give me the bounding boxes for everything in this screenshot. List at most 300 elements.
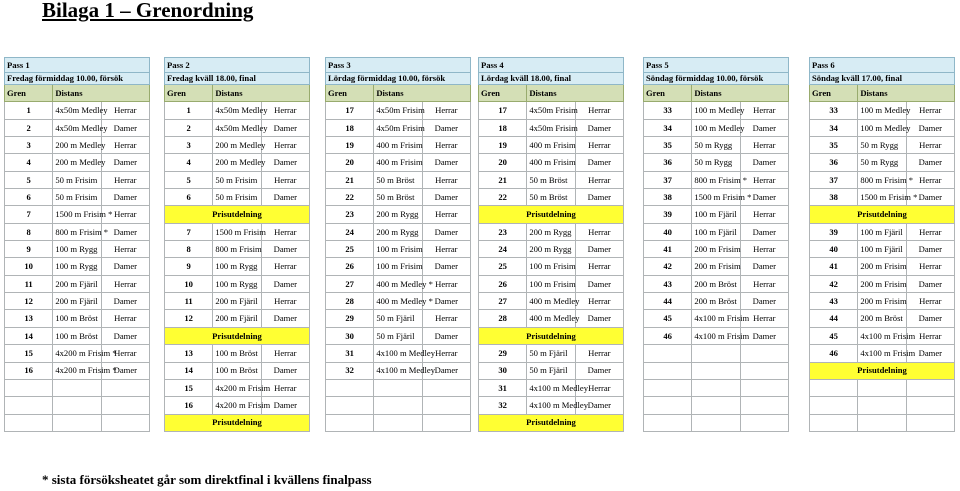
column-header-row [479, 85, 624, 102]
event-distance: 100 m Bröst [213, 345, 261, 362]
pass-session-label: Söndag kväll 17.00, final [810, 72, 955, 85]
pass-session-label: Lördag förmiddag 10.00, försök [326, 72, 471, 85]
event-distance [858, 397, 906, 414]
pass-table [325, 57, 471, 432]
pass-name: Pass 1 [5, 58, 150, 73]
event-distance: 50 m Fjäril [527, 362, 575, 379]
event-number: 26 [326, 258, 374, 275]
event-number: 41 [644, 241, 692, 258]
event-distance: 50 m Frisim [213, 171, 261, 188]
event-distance: 50 m Bröst [374, 171, 422, 188]
event-number [644, 379, 692, 396]
table-row [810, 414, 955, 431]
event-distance: 400 m Medley [527, 310, 575, 327]
table-row [810, 397, 955, 414]
prize-label: Prisutdelning [479, 206, 624, 223]
event-distance: 800 m Frisim * [692, 171, 740, 188]
event-class [740, 345, 788, 362]
event-class: Damer [740, 154, 788, 171]
event-number: 15 [165, 379, 213, 396]
event-class: Herrar [740, 206, 788, 223]
pass-header [326, 58, 471, 73]
event-class: Damer [261, 119, 309, 136]
event-number: 30 [326, 327, 374, 344]
table-row [165, 397, 310, 414]
table-row [5, 223, 150, 240]
event-distance: 4x200 m Frisim [213, 379, 261, 396]
event-number: 28 [326, 293, 374, 310]
event-class [906, 379, 954, 396]
event-class: Herrar [101, 310, 149, 327]
table-row [479, 102, 624, 119]
table-row [5, 362, 150, 379]
event-number: 46 [644, 327, 692, 344]
prize-label: Prisutdelning [810, 206, 955, 223]
event-class: Herrar [261, 223, 309, 240]
event-class [422, 379, 470, 396]
event-distance [53, 379, 101, 396]
event-distance: 100 m Rygg [213, 275, 261, 292]
table-row [479, 189, 624, 206]
event-distance: 4x100 m Frisim [858, 345, 906, 362]
table-row [479, 345, 624, 362]
table-row [479, 154, 624, 171]
event-class: Herrar [906, 293, 954, 310]
event-number: 32 [326, 362, 374, 379]
event-distance: 4x50m Frisim [527, 119, 575, 136]
prize-label: Prisutdelning [165, 414, 310, 431]
event-number: 23 [479, 223, 527, 240]
event-number: 5 [5, 171, 53, 188]
footnote: * sista försöksheatet går som direktfinal i kvällens finalpass [42, 472, 372, 487]
event-class: Herrar [422, 137, 470, 154]
event-class: Damer [101, 293, 149, 310]
prize-label: Prisutdelning [165, 327, 310, 344]
event-class: Damer [906, 241, 954, 258]
table-row [326, 154, 471, 171]
table-row [326, 241, 471, 258]
event-distance: 800 m Frisim * [53, 223, 101, 240]
event-distance: 4x100 m Frisim [692, 327, 740, 344]
event-distance: 200 m Bröst [692, 275, 740, 292]
pass-session [5, 72, 150, 85]
table-row [5, 206, 150, 223]
table-row [5, 345, 150, 362]
event-number: 29 [326, 310, 374, 327]
event-class [740, 414, 788, 431]
event-class [101, 379, 149, 396]
table-row [165, 171, 310, 188]
table-row [479, 119, 624, 136]
event-class: Damer [422, 189, 470, 206]
table-row [326, 397, 471, 414]
table-row [479, 293, 624, 310]
event-number [326, 397, 374, 414]
column-header-row [810, 85, 955, 102]
pass-table [4, 57, 150, 432]
event-number: 15 [5, 345, 53, 362]
event-number [644, 397, 692, 414]
table-row [810, 327, 955, 344]
event-class: Damer [575, 362, 623, 379]
event-distance: 50 m Bröst [527, 189, 575, 206]
event-distance: 400 m Frisim [527, 137, 575, 154]
event-distance: 400 m Medley [527, 293, 575, 310]
event-distance: 100 m Frisim [527, 258, 575, 275]
table-row [5, 258, 150, 275]
event-number: 33 [644, 102, 692, 119]
event-number: 37 [810, 171, 858, 188]
event-class: Damer [422, 327, 470, 344]
event-class: Damer [740, 258, 788, 275]
event-number: 44 [810, 310, 858, 327]
event-distance: 4x50m Medley [213, 102, 261, 119]
table-row [810, 293, 955, 310]
event-number [810, 379, 858, 396]
event-number [5, 379, 53, 396]
event-distance [858, 414, 906, 431]
event-class: Herrar [740, 102, 788, 119]
event-distance: 100 m Fjäril [692, 223, 740, 240]
event-distance [374, 414, 422, 431]
event-number: 14 [5, 327, 53, 344]
event-distance: 50 m Fjäril [374, 310, 422, 327]
event-distance: 200 m Frisim [858, 275, 906, 292]
event-number: 44 [644, 293, 692, 310]
event-class: Herrar [740, 171, 788, 188]
event-class: Damer [422, 154, 470, 171]
pass-name: Pass 6 [810, 58, 955, 73]
event-class: Damer [101, 258, 149, 275]
event-distance: 4x100 m Frisim [692, 310, 740, 327]
event-distance: 200 m Medley [53, 154, 101, 171]
pass-session [165, 72, 310, 85]
event-number: 12 [165, 310, 213, 327]
event-distance: 4x100 m Medley [527, 379, 575, 396]
table-row [326, 327, 471, 344]
event-distance: 200 m Frisim [858, 258, 906, 275]
event-class [740, 379, 788, 396]
table-row [644, 206, 789, 223]
event-distance [692, 362, 740, 379]
event-number [644, 345, 692, 362]
event-number: 3 [5, 137, 53, 154]
event-class: Damer [261, 362, 309, 379]
event-distance [858, 379, 906, 396]
event-distance: 200 m Fjäril [53, 293, 101, 310]
event-distance: 100 m Frisim [374, 258, 422, 275]
event-class: Herrar [261, 293, 309, 310]
pass-session-label: Söndag förmiddag 10.00, försök [644, 72, 789, 85]
pass-header [479, 58, 624, 73]
prize-row [810, 206, 955, 223]
event-class: Herrar [575, 171, 623, 188]
table-row [479, 275, 624, 292]
table-row [5, 137, 150, 154]
table-row [810, 137, 955, 154]
table-row [5, 327, 150, 344]
table-row [326, 379, 471, 396]
table-row [810, 275, 955, 292]
event-number: 22 [479, 189, 527, 206]
event-number: 42 [644, 258, 692, 275]
table-row [326, 171, 471, 188]
event-distance: 50 m Rygg [858, 154, 906, 171]
event-class: Herrar [906, 258, 954, 275]
event-number: 34 [810, 119, 858, 136]
event-distance: 1500 m Frisim * [692, 189, 740, 206]
event-number: 2 [5, 119, 53, 136]
event-class: Damer [906, 189, 954, 206]
event-number: 38 [644, 189, 692, 206]
table-row [326, 275, 471, 292]
table-row [165, 137, 310, 154]
event-distance: 100 m Fjäril [858, 223, 906, 240]
event-distance: 4x50m Medley [53, 102, 101, 119]
table-row [810, 258, 955, 275]
pass-name: Pass 3 [326, 58, 471, 73]
column-header-distans: Distans [374, 85, 471, 102]
event-class: Herrar [740, 310, 788, 327]
event-class: Herrar [101, 345, 149, 362]
event-number [810, 397, 858, 414]
event-class: Damer [422, 258, 470, 275]
event-number: 25 [479, 258, 527, 275]
event-class: Herrar [261, 171, 309, 188]
event-distance: 200 m Fjäril [53, 275, 101, 292]
event-class: Herrar [906, 223, 954, 240]
table-row [479, 258, 624, 275]
event-number: 27 [479, 293, 527, 310]
event-number [326, 379, 374, 396]
event-class: Damer [101, 119, 149, 136]
table-row [810, 171, 955, 188]
table-row [5, 241, 150, 258]
event-number: 46 [810, 345, 858, 362]
table-row [810, 189, 955, 206]
pass-session [644, 72, 789, 85]
table-row [479, 241, 624, 258]
table-row [644, 119, 789, 136]
event-distance [692, 345, 740, 362]
pass-header [165, 58, 310, 73]
pass-table [164, 57, 310, 432]
event-number: 39 [810, 223, 858, 240]
event-number: 23 [326, 206, 374, 223]
event-number: 45 [644, 310, 692, 327]
event-number: 31 [479, 379, 527, 396]
event-distance: 50 m Frisim [53, 171, 101, 188]
table-row [165, 154, 310, 171]
event-number: 1 [5, 102, 53, 119]
event-class [740, 362, 788, 379]
pass-session [479, 72, 624, 85]
table-row [644, 379, 789, 396]
pass-session-label: Fredag förmiddag 10.00, försök [5, 72, 150, 85]
prize-row [479, 414, 624, 431]
event-class: Herrar [906, 137, 954, 154]
event-number: 1 [165, 102, 213, 119]
pass-name: Pass 4 [479, 58, 624, 73]
table-row [5, 310, 150, 327]
event-class: Herrar [740, 241, 788, 258]
event-class: Herrar [422, 345, 470, 362]
event-distance: 200 m Rygg [374, 206, 422, 223]
table-row [479, 310, 624, 327]
column-header-gren: Gren [644, 85, 692, 102]
event-number [5, 414, 53, 431]
column-header-distans: Distans [53, 85, 150, 102]
event-class: Damer [422, 223, 470, 240]
event-distance: 1500 m Frisim * [858, 189, 906, 206]
table-row [810, 223, 955, 240]
table-row [5, 189, 150, 206]
event-class: Herrar [422, 171, 470, 188]
event-number: 4 [165, 154, 213, 171]
event-distance: 200 m Bröst [692, 293, 740, 310]
event-class: Herrar [101, 137, 149, 154]
event-number: 22 [326, 189, 374, 206]
table-row [810, 310, 955, 327]
event-number: 37 [644, 171, 692, 188]
event-distance: 200 m Frisim [692, 241, 740, 258]
event-class: Damer [261, 241, 309, 258]
table-row [326, 258, 471, 275]
table-row [644, 327, 789, 344]
event-class: Damer [261, 189, 309, 206]
pass-session-label: Lördag kväll 18.00, final [479, 72, 624, 85]
prize-row [810, 362, 955, 379]
event-distance: 200 m Rygg [374, 223, 422, 240]
event-distance: 4x50m Frisim [527, 102, 575, 119]
event-distance: 100 m Rygg [213, 258, 261, 275]
table-row [479, 362, 624, 379]
table-row [644, 362, 789, 379]
event-number: 33 [810, 102, 858, 119]
event-class: Herrar [575, 223, 623, 240]
event-number: 36 [810, 154, 858, 171]
pass-session [326, 72, 471, 85]
event-number: 21 [326, 171, 374, 188]
event-class: Herrar [261, 345, 309, 362]
pass-name: Pass 2 [165, 58, 310, 73]
event-distance [374, 379, 422, 396]
table-row [326, 206, 471, 223]
event-distance: 400 m Frisim [374, 137, 422, 154]
event-class: Damer [740, 327, 788, 344]
event-distance: 1500 m Frisim [213, 223, 261, 240]
table-row [479, 171, 624, 188]
event-distance: 400 m Medley * [374, 293, 422, 310]
event-distance: 400 m Frisim [527, 154, 575, 171]
event-distance: 4x50m Medley [53, 119, 101, 136]
table-row [5, 154, 150, 171]
event-number: 6 [5, 189, 53, 206]
event-class: Damer [101, 154, 149, 171]
event-number: 25 [326, 241, 374, 258]
table-row [165, 258, 310, 275]
event-class: Damer [575, 310, 623, 327]
event-class: Herrar [575, 137, 623, 154]
event-class: Damer [906, 310, 954, 327]
event-class: Herrar [740, 137, 788, 154]
event-distance: 50 m Bröst [527, 171, 575, 188]
event-distance: 4x200 m Frisim [213, 397, 261, 414]
event-class: Herrar [261, 258, 309, 275]
event-class: Herrar [575, 293, 623, 310]
pass-header [5, 58, 150, 73]
table-row [5, 397, 150, 414]
prize-label: Prisutdelning [165, 206, 310, 223]
event-distance: 200 m Rygg [527, 223, 575, 240]
table-row [644, 275, 789, 292]
table-row [644, 102, 789, 119]
pass-session [810, 72, 955, 85]
event-distance: 200 m Fjäril [213, 310, 261, 327]
event-number: 4 [5, 154, 53, 171]
table-row [5, 293, 150, 310]
event-distance: 200 m Medley [213, 137, 261, 154]
event-distance: 100 m Bröst [213, 362, 261, 379]
event-number: 38 [810, 189, 858, 206]
table-row [479, 137, 624, 154]
table-row [326, 345, 471, 362]
event-distance: 100 m Medley [858, 119, 906, 136]
event-distance [692, 379, 740, 396]
event-number: 39 [644, 206, 692, 223]
event-distance: 50 m Frisim [213, 189, 261, 206]
event-class: Herrar [422, 102, 470, 119]
column-header-gren: Gren [479, 85, 527, 102]
table-row [810, 154, 955, 171]
table-row [644, 397, 789, 414]
event-distance: 800 m Frisim * [858, 171, 906, 188]
table-row [810, 119, 955, 136]
event-number: 24 [326, 223, 374, 240]
event-distance: 4x200 m Frisim * [53, 345, 101, 362]
table-row [165, 189, 310, 206]
event-number: 17 [326, 102, 374, 119]
prize-row [165, 206, 310, 223]
event-distance: 400 m Frisim [374, 154, 422, 171]
prize-label: Prisutdelning [479, 414, 624, 431]
prize-label: Prisutdelning [810, 362, 955, 379]
event-class: Damer [740, 189, 788, 206]
table-row [644, 137, 789, 154]
event-number: 29 [479, 345, 527, 362]
event-number: 18 [479, 119, 527, 136]
column-header-gren: Gren [5, 85, 53, 102]
table-row [326, 189, 471, 206]
event-distance: 4x100 m Frisim [858, 327, 906, 344]
table-row [644, 310, 789, 327]
event-distance: 200 m Medley [53, 137, 101, 154]
event-distance: 100 m Medley [858, 102, 906, 119]
event-number: 13 [5, 310, 53, 327]
event-number: 9 [165, 258, 213, 275]
event-number: 20 [326, 154, 374, 171]
event-class: Herrar [101, 275, 149, 292]
pass-table [643, 57, 789, 432]
event-number: 8 [5, 223, 53, 240]
table-row [644, 293, 789, 310]
event-class [740, 397, 788, 414]
event-number: 7 [165, 223, 213, 240]
event-class [906, 397, 954, 414]
event-number: 32 [479, 397, 527, 414]
event-number: 27 [326, 275, 374, 292]
column-header-distans: Distans [692, 85, 789, 102]
